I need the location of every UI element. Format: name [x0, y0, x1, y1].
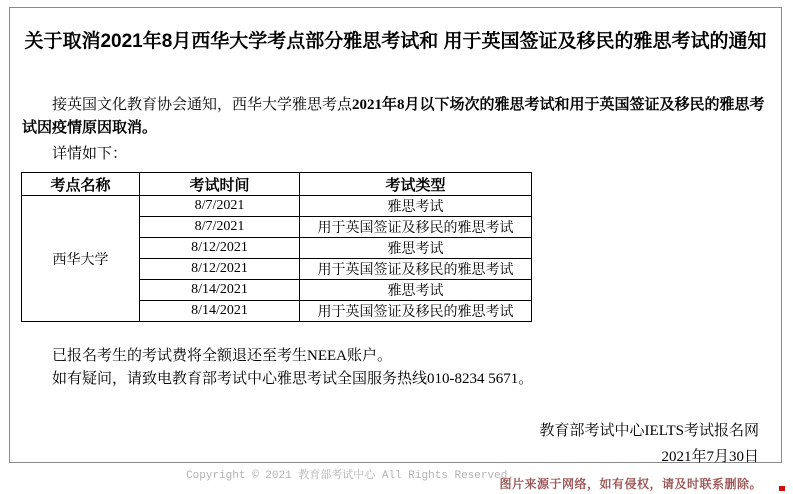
table-row	[22, 196, 532, 217]
intro-text-normal: 接英国文化教育协会通知，西华大学雅思考点	[52, 97, 353, 113]
signature-org: 教育部考试中心IELTS考试报名网	[539, 423, 759, 439]
copyright-line: Copyright © 2021 教育部考试中心 All Rights Reserved.	[186, 470, 514, 482]
date-cell: 8/14/2021	[140, 301, 300, 322]
date-cell: 8/12/2021	[140, 259, 300, 280]
table-header-date: 考试时间	[140, 173, 300, 196]
date-cell: 8/7/2021	[140, 217, 300, 238]
table-header-type: 考试类型	[300, 173, 532, 196]
document-frame	[9, 7, 782, 463]
venue-cell: 西华大学	[22, 196, 140, 322]
watermark-text: 图片来源于网络，如有侵权，请及时联系删除。	[499, 477, 762, 491]
intro-paragraph	[22, 94, 769, 140]
intro-text-bold: 2021年8月以下场次的雅思考试和用于英国签证及移民的雅思考试因疫情原因取消。	[22, 97, 765, 136]
type-cell: 雅思考试	[300, 238, 532, 259]
signature-date: 2021年7月30日	[661, 449, 759, 465]
details-label: 详情如下：	[52, 146, 128, 162]
refund-note: 已报名考生的考试费将全额退还至考生NEEA账户。	[52, 348, 392, 364]
table-header-row	[22, 173, 532, 196]
type-cell: 雅思考试	[300, 280, 532, 301]
date-cell: 8/12/2021	[140, 238, 300, 259]
notice-title: 关于取消2021年8月西华大学考点部分雅思考试和 用于英国签证及移民的雅思考试的通知	[24, 31, 767, 52]
type-cell: 用于英国签证及移民的雅思考试	[300, 217, 532, 238]
table-header-venue: 考点名称	[22, 173, 140, 196]
red-mark	[779, 486, 785, 491]
signature-block	[10, 418, 759, 470]
contact-note: 如有疑问，请致电教育部考试中心雅思考试全国服务热线010-8234 5671。	[52, 371, 534, 387]
type-cell: 雅思考试	[300, 196, 532, 217]
exam-table	[21, 172, 532, 322]
date-cell: 8/7/2021	[140, 196, 300, 217]
type-cell: 用于英国签证及移民的雅思考试	[300, 259, 532, 280]
type-cell: 用于英国签证及移民的雅思考试	[300, 301, 532, 322]
date-cell: 8/14/2021	[140, 280, 300, 301]
